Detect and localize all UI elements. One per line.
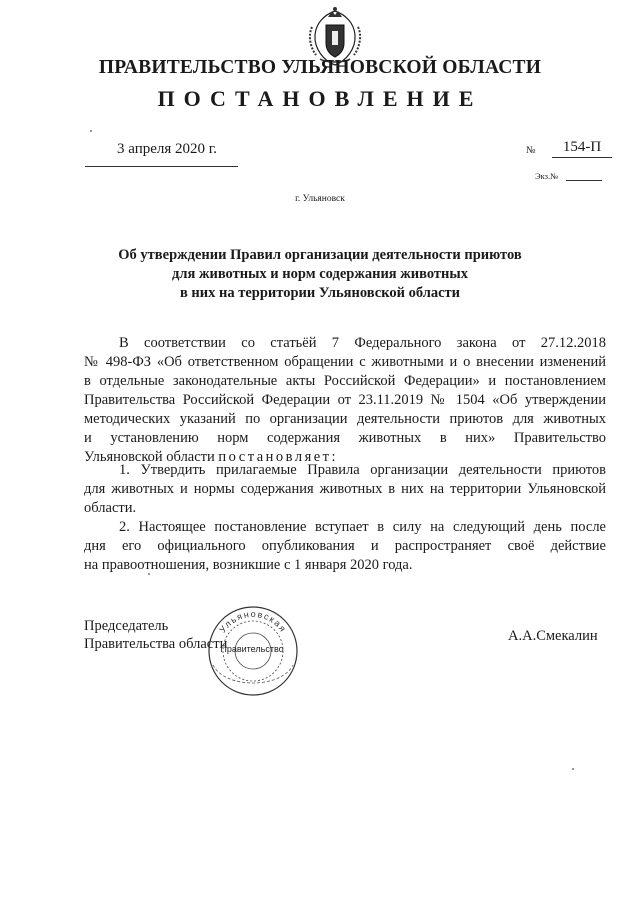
city: г. Ульяновск [295, 194, 345, 204]
signer-title-line2: Правительства области [84, 636, 228, 652]
preamble-line: в отдельные законодательные акты Российской Федерации» и постановлением [84, 373, 606, 389]
date-underline [85, 166, 238, 167]
title-line: в них на территории Ульяновской области [179, 285, 461, 301]
seal-center-text: Правительство [220, 644, 284, 654]
item2-line: 2. Настоящее постановление вступает в силу на следующий день после [119, 519, 606, 535]
organization-name: ПРАВИТЕЛЬСТВО УЛЬЯНОВСКОЙ ОБЛАСТИ [98, 57, 542, 78]
copy-number-line [566, 180, 602, 181]
signer-name: А.А.Смекалин [508, 628, 598, 644]
preamble-line: Правительства Российской Федерации от 23.11.2019 № 1504 «Об утверждении [84, 392, 606, 408]
signer-title-line1: Председатель [84, 618, 169, 634]
item2-line: на правоотношения, возникшие с 1 января 2020 года. [84, 557, 413, 573]
scan-speck [148, 573, 150, 575]
scan-speck [90, 130, 92, 132]
preamble-line: методических указаний по организации деятельности приютов для животных [84, 411, 606, 427]
seal-ring-text: Ульяновская [217, 608, 289, 635]
document-date: 3 апреля 2020 г. [117, 141, 217, 157]
svg-text:Ульяновская [217, 609, 288, 635]
preamble-line: В соответствии со статьёй 7 Федерального закона от 27.12.2018 [119, 335, 606, 351]
title-line: для животных и норм содержания животных [172, 266, 468, 282]
preamble-last-words: Ульяновской области [84, 449, 215, 465]
item1-line: области. [84, 500, 137, 516]
item1-line: для животных и нормы содержания животных в них на территории Ульяновской [84, 481, 606, 497]
number-sign: № [526, 145, 536, 156]
preamble-line: и установлению норм содержания животных в них» Правительство [84, 430, 606, 446]
item1-line: 1. Утвердить прилагаемые Правила организации деятельности приютов [119, 462, 606, 478]
document-number: 154-П [552, 139, 612, 158]
document-type: ПОСТАНОВЛЕНИЕ [157, 86, 483, 111]
scan-speck [572, 768, 574, 770]
preamble-line: № 498-ФЗ «Об ответственном обращении с животными и о внесении изменений [84, 354, 606, 370]
copy-number-label: Экз.№ [535, 171, 559, 181]
resolves-word: постановляет: [218, 449, 339, 465]
title-line: Об утверждении Правил организации деятельности приютов [118, 247, 522, 263]
item2-line: дня его официального опубликования и распространяет своё действие [84, 538, 606, 554]
